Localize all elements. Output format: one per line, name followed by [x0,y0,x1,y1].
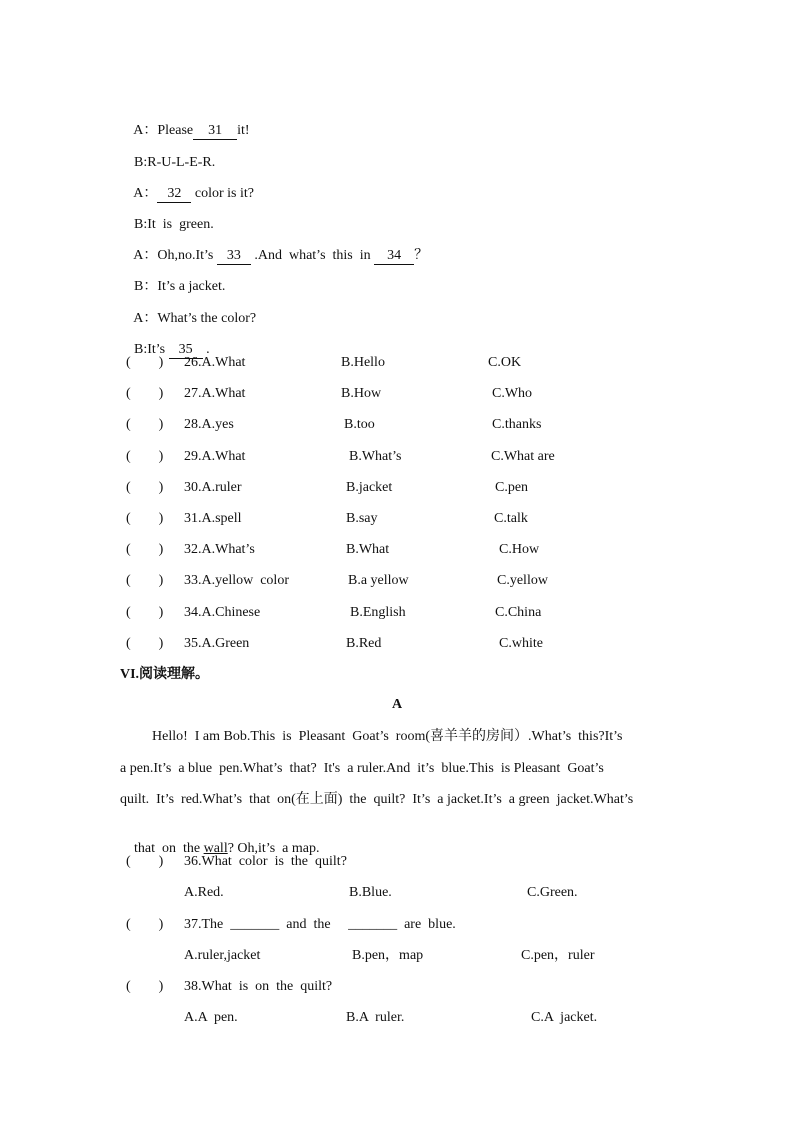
answer-paren[interactable]: ( ) [126,917,164,932]
answer-paren[interactable]: ( ) [126,511,164,526]
option-a: 32.A.What’s [184,542,255,557]
answer-paren[interactable]: ( ) [126,386,164,401]
passage-line: quilt. It’s red.What’s that on(在上面) the quilt? It’s a jacket.It’s a green jacket.What’s [120,792,634,807]
option-b: B.pen，map [352,948,424,963]
option-a: A.ruler,jacket [184,948,261,963]
option-a: 26.A.What [184,355,246,370]
option-b: B.English [350,605,406,620]
blank-34[interactable]: 34 [374,248,414,265]
option-c: C.China [495,605,542,620]
option-a: 28.A.yes [184,417,234,432]
option-a: 29.A.What [184,449,246,464]
option-c: C.talk [494,511,528,526]
answer-paren[interactable]: ( ) [126,605,164,620]
dialogue-line-7: A：What’s the color? [133,311,257,326]
question-stem: 36.What color is the quilt? [184,854,347,869]
option-c: C.yellow [497,573,548,588]
answer-paren[interactable]: ( ) [126,355,164,370]
option-b: B.What’s [349,449,402,464]
answer-paren[interactable]: ( ) [126,979,164,994]
passage-line: that on the wall? Oh,it’s a map. [134,841,320,856]
answer-paren[interactable]: ( ) [126,573,164,588]
option-b: B.Blue. [349,885,392,900]
option-a: 27.A.What [184,386,246,401]
passage-line: Hello! I am Bob.This is Pleasant Goat’s room(喜羊羊的房间）.What’s this?It’s [152,729,623,744]
dialogue-line-8: B:It’s 35 . [134,342,210,357]
option-c: C.Green. [527,885,578,900]
option-c: C.What are [491,449,555,464]
dialogue-line-6: B：It’s a jacket. [134,279,226,294]
dialogue-line-4: B:It is green. [134,217,214,232]
option-c: C.A jacket. [531,1010,598,1025]
answer-paren[interactable]: ( ) [126,449,164,464]
question-stem: 38.What is on the quilt? [184,979,333,994]
answer-paren[interactable]: ( ) [126,854,164,869]
option-c: C.Who [492,386,533,401]
answer-paren[interactable]: ( ) [126,480,164,495]
option-c: C.pen，ruler [521,948,595,963]
option-b: B.Red [346,636,382,651]
option-c: C.thanks [492,417,542,432]
blank-33[interactable]: 33 [217,248,251,265]
section-heading: VI.阅读理解。 [120,667,210,682]
blank-32[interactable]: 32 [157,186,191,203]
option-a: A.A pen. [184,1010,238,1025]
answer-paren[interactable]: ( ) [126,417,164,432]
blank-31[interactable]: 31 [193,123,237,140]
option-c: C.OK [488,355,522,370]
option-c: C.pen [495,480,529,495]
option-a: 30.A.ruler [184,480,242,495]
option-b: B.say [346,511,378,526]
option-b: B.A ruler. [346,1010,405,1025]
dialogue-line-5: A：Oh,no.It’s 33 .And what’s this in 34 ？ [133,248,429,263]
option-a: 35.A.Green [184,636,250,651]
option-b: B.What [346,542,390,557]
dialogue-line-3: A： 32 color is it? [133,186,254,201]
answer-paren[interactable]: ( ) [126,636,164,651]
blank-35[interactable]: 35 [169,342,203,359]
option-c: C.white [499,636,543,651]
dialogue-line-2: B:R-U-L-E-R. [134,155,216,170]
option-a: 31.A.spell [184,511,242,526]
answer-paren[interactable]: ( ) [126,542,164,557]
underlined-word: wall [203,841,228,856]
passage-line: a pen.It’s a blue pen.What’s that? It's a ruler.And it’s blue.This is Pleasant Goat’s [120,761,604,776]
dialogue-line-1: A：Please 31 it! [133,123,250,138]
passage-label: A [391,697,403,712]
option-a: 33.A.yellow color [184,573,289,588]
option-b: B.jacket [346,480,393,495]
option-b: B.a yellow [348,573,409,588]
option-b: B.Hello [341,355,385,370]
option-b: B.How [341,386,382,401]
question-stem: 37.The _______ and the _______ are blue. [184,917,456,932]
option-c: C.How [499,542,540,557]
option-a: A.Red. [184,885,224,900]
option-a: 34.A.Chinese [184,605,261,620]
option-b: B.too [344,417,375,432]
